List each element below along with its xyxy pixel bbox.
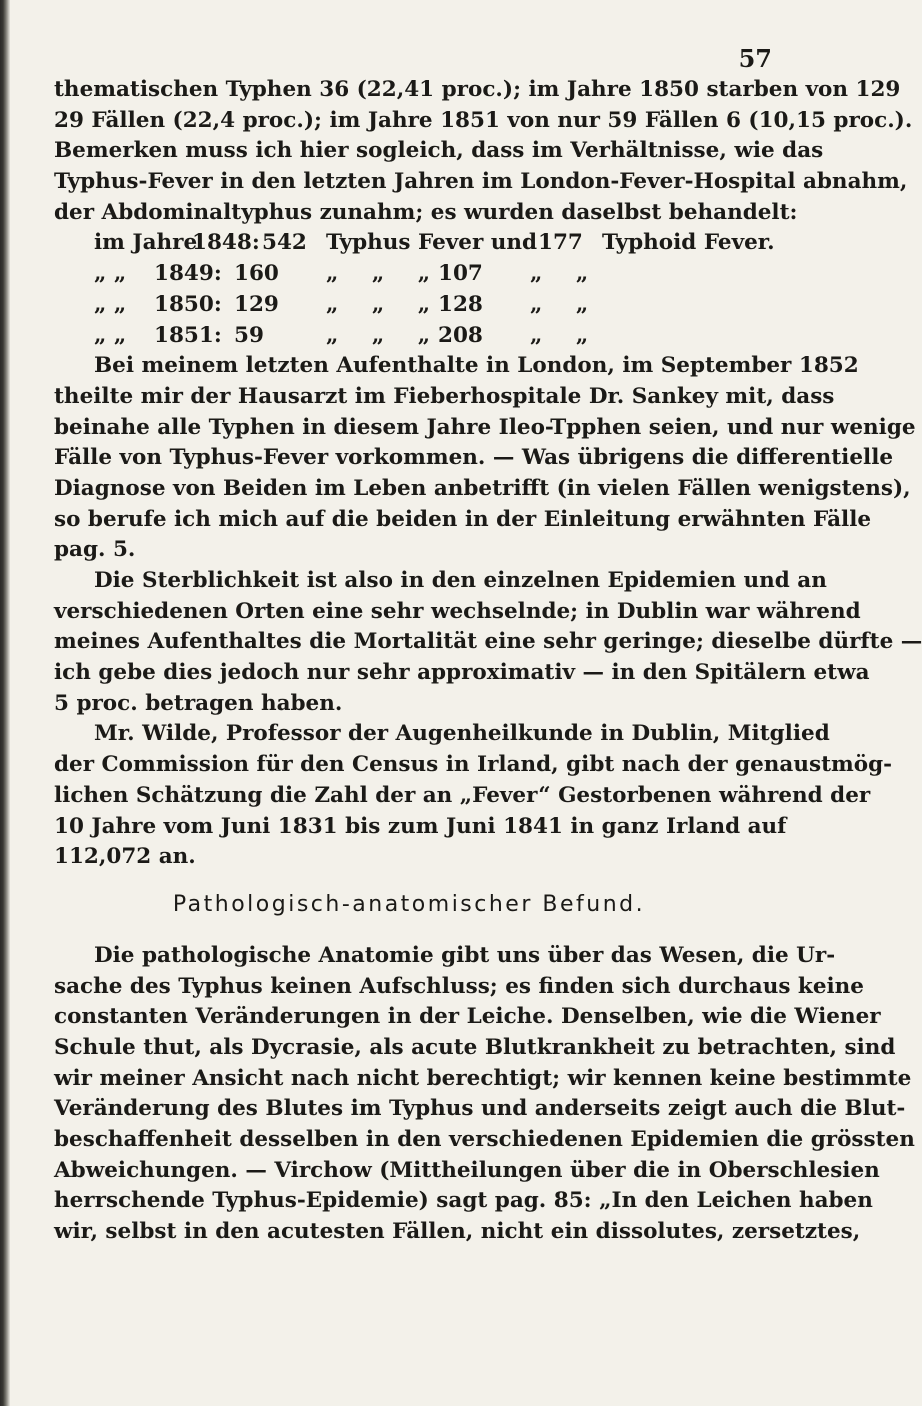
text-line: Veränderung des Blutes im Typhus und anderseits zeigt auch die Blut- [54,1096,906,1122]
text-line: Fälle von Typhus-Fever vorkommen. — Was übrigens die differentielle [54,445,894,471]
stats-end-label: „ „ [530,291,589,317]
text-line: 29 Fällen (22,4 proc.); im Jahre 1851 von nur 59 Fällen 6 (10,15 proc.). [54,107,913,133]
text-line: Die Sterblichkeit ist also in den einzelnen Epidemien und an [94,568,827,593]
stats-year: 1851: [154,322,222,348]
text-line: 112,072 an. [54,844,196,870]
stats-typhoid-count: 107 [438,261,483,287]
paragraph-5 [54,941,915,1248]
document-body [54,75,922,1248]
stats-row-1849 [54,259,764,290]
stats-typhus-count: 129 [234,291,279,317]
text-line: wir meiner Ansicht nach nicht berechtigt; wir kennen keine bestimmte [54,1065,912,1091]
stats-prefix: im Jahre [94,230,198,256]
stats-prefix: „ „ [94,322,127,348]
stats-row-1850 [54,290,764,321]
stats-mid-label: Typhus Fever und [326,230,538,256]
paragraph-2 [54,351,916,566]
text-line: Mr. Wilde, Professor der Augenheilkunde in Dublin, Mitglied [94,721,830,747]
stats-end-label: „ „ [530,261,589,287]
stats-end-label: „ „ [530,322,589,348]
stats-end-label: Typhoid Fever. [602,230,775,256]
text-line: wir, selbst in den acutesten Fällen, nicht ein dissolutes, zersetztes, [54,1219,861,1245]
stats-year: 1850: [154,291,222,317]
text-line: Schule thut, als Dycrasie, als acute Blutkrankheit zu betrachten, sind [54,1034,896,1060]
text-line: Bei meinem letzten Aufenthalte in London, im September 1852 [94,353,859,379]
paragraph-4 [54,719,893,872]
text-line: theilte mir der Hausarzt im Fieberhospitale Dr. Sankey mit, dass [54,383,835,409]
stats-typhoid-count: 177 [538,230,583,256]
stats-row-1848 [54,228,775,259]
text-line: verschiedenen Orten eine sehr wechselnde; in Dublin war während [54,598,861,624]
stats-prefix: „ „ [94,291,127,317]
text-line: so berufe ich mich auf die beiden in der Einleitung erwähnten Fälle [54,506,872,532]
stats-row-1851 [54,321,764,352]
page-binding-edge [0,0,10,1406]
stats-mid-label: „ „ „ [326,261,431,287]
text-line: constanten Veränderungen in der Leiche. Denselben, wie die Wiener [54,1004,881,1030]
section-heading: Pathologisch-anatomischer Befund. [172,891,646,917]
text-line: Diagnose von Beiden im Leben anbetrifft (in vielen Fällen wenigstens), [54,475,911,501]
text-line: Die pathologische Anatomie gibt uns über das Wesen, die Ur- [94,942,836,968]
stats-typhus-count: 59 [234,322,264,348]
text-line: der Commission für den Census in Irland, gibt nach der genaustmög- [54,752,893,778]
text-line: der Abdominaltyphus zunahm; es wurden daselbst behandelt: [54,199,798,225]
text-line: sache des Typhus keinen Aufschluss; es finden sich durchaus keine [54,973,864,999]
stats-typhus-count: 542 [262,230,307,256]
stats-mid-label: „ „ „ [326,291,431,317]
stats-year: 1848: [192,230,260,256]
text-line: 5 proc. betragen haben. [54,690,343,716]
page-number: 57 [738,44,772,73]
stats-table [54,228,775,351]
text-line: meines Aufenthaltes die Mortalität eine sehr geringe; dieselbe dürfte — [54,629,922,655]
text-line: beinahe alle Typhen in diesem Jahre Ileo-Tpphen seien, und nur wenige [54,414,916,440]
text-line: ich gebe dies jedoch nur sehr approximativ — in den Spitälern etwa [54,660,870,686]
text-line: Typhus-Fever in den letzten Jahren im London-Fever-Hospital abnahm, [54,169,908,195]
stats-typhus-count: 160 [234,261,279,287]
text-line: pag. 5. [54,537,136,563]
stats-prefix: „ „ [94,261,127,287]
stats-typhoid-count: 128 [438,291,483,317]
text-line: thematischen Typhen 36 (22,41 proc.); im Jahre 1850 starben von 129 [54,77,901,102]
text-line: 10 Jahre vom Juni 1831 bis zum Juni 1841 in ganz Irland auf [54,813,787,839]
text-line: herrschende Typhus-Epidemie) sagt pag. 85: „In den Leichen haben [54,1188,873,1214]
text-line: beschaffenheit desselben in den verschiedenen Epidemien die grössten [54,1127,915,1152]
text-line: Abweichungen. — Virchow (Mittheilungen über die in Oberschlesien [54,1157,880,1183]
text-line: Bemerken muss ich hier sogleich, dass im Verhältnisse, wie das [54,138,824,164]
stats-typhoid-count: 208 [438,322,483,348]
stats-year: 1849: [154,261,222,287]
text-line: lichen Schätzung die Zahl der an „Fever“ Gestorbenen während der [54,782,871,808]
paragraph-3 [54,566,922,719]
paragraph-1 [54,75,913,228]
stats-mid-label: „ „ „ [326,322,431,348]
